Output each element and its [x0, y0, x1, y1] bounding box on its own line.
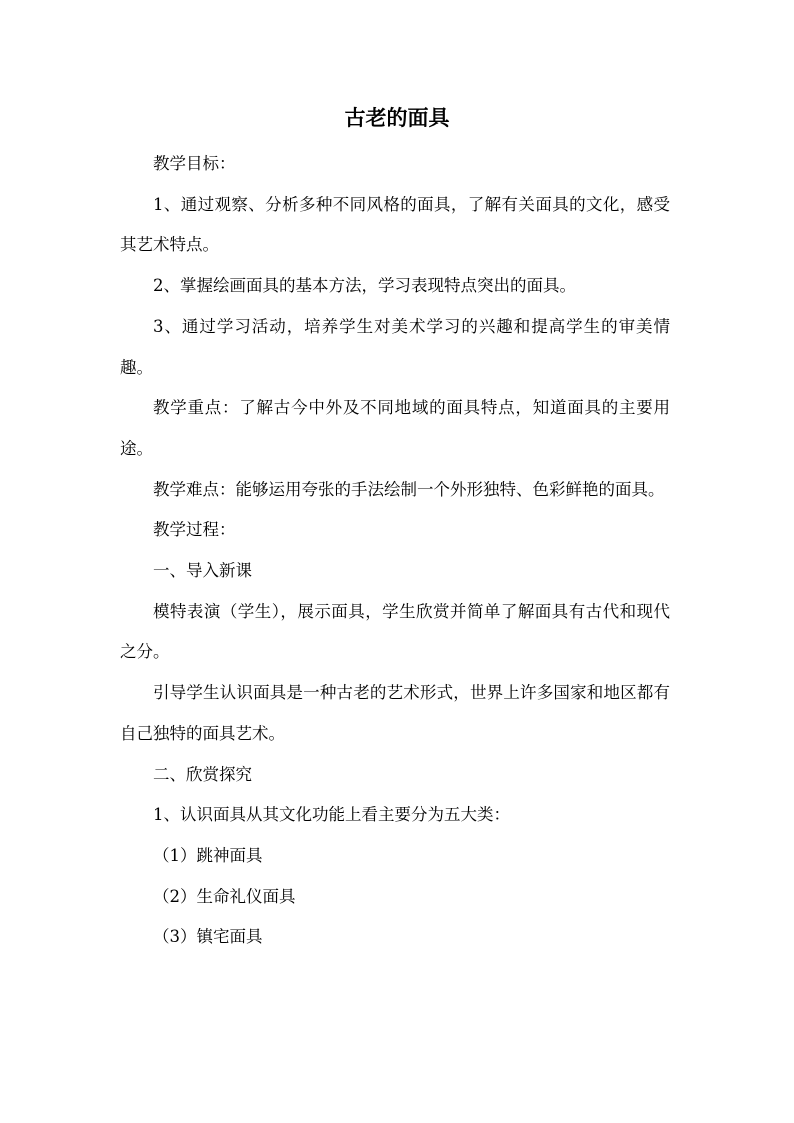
- paragraph-objectives-heading: 教学目标：: [153, 154, 236, 173]
- paragraph-objective-3: 3、通过学习活动，培养学生对美术学习的兴趣和提高学生的审美情趣。: [120, 316, 670, 377]
- paragraph-objective-2: 2、掌握绘画面具的基本方法，学习表现特点突出的面具。: [153, 276, 576, 296]
- list-item: （1）跳神面具: [153, 845, 263, 865]
- paragraph-intro-1: 模特表演（学生），展示面具，学生欣赏并简单了解面具有古代和现代之分。: [120, 601, 670, 662]
- document-body: [120, 144, 670, 958]
- paragraph-key-point: 教学重点：了解古今中外及不同地域的面具特点，知道面具的主要用途。: [120, 398, 670, 458]
- paragraph-intro-2: 引导学生认识面具是一种古老的艺术形式，世界上许多国家和地区都有自己独特的面具艺术。: [120, 683, 670, 743]
- paragraph-process-heading: 教学过程：: [153, 520, 236, 540]
- paragraph-section-1-heading: 一、导入新课: [153, 561, 252, 581]
- paragraph-categories: 1、认识面具从其文化功能上看主要分为五大类：: [153, 805, 510, 825]
- document-title: 古老的面具: [344, 105, 450, 130]
- paragraph-section-2-heading: 二、欣赏探究: [153, 764, 252, 784]
- paragraph-difficulty: 教学难点：能够运用夸张的手法绘制一个外形独特、色彩鲜艳的面具。: [153, 479, 665, 499]
- paragraph-objective-1: 1、通过观察、分析多种不同风格的面具，了解有关面具的文化，感受其艺术特点。: [120, 194, 670, 255]
- list-item: （3）镇宅面具: [153, 927, 263, 947]
- list-item: （2）生命礼仪面具: [153, 886, 296, 906]
